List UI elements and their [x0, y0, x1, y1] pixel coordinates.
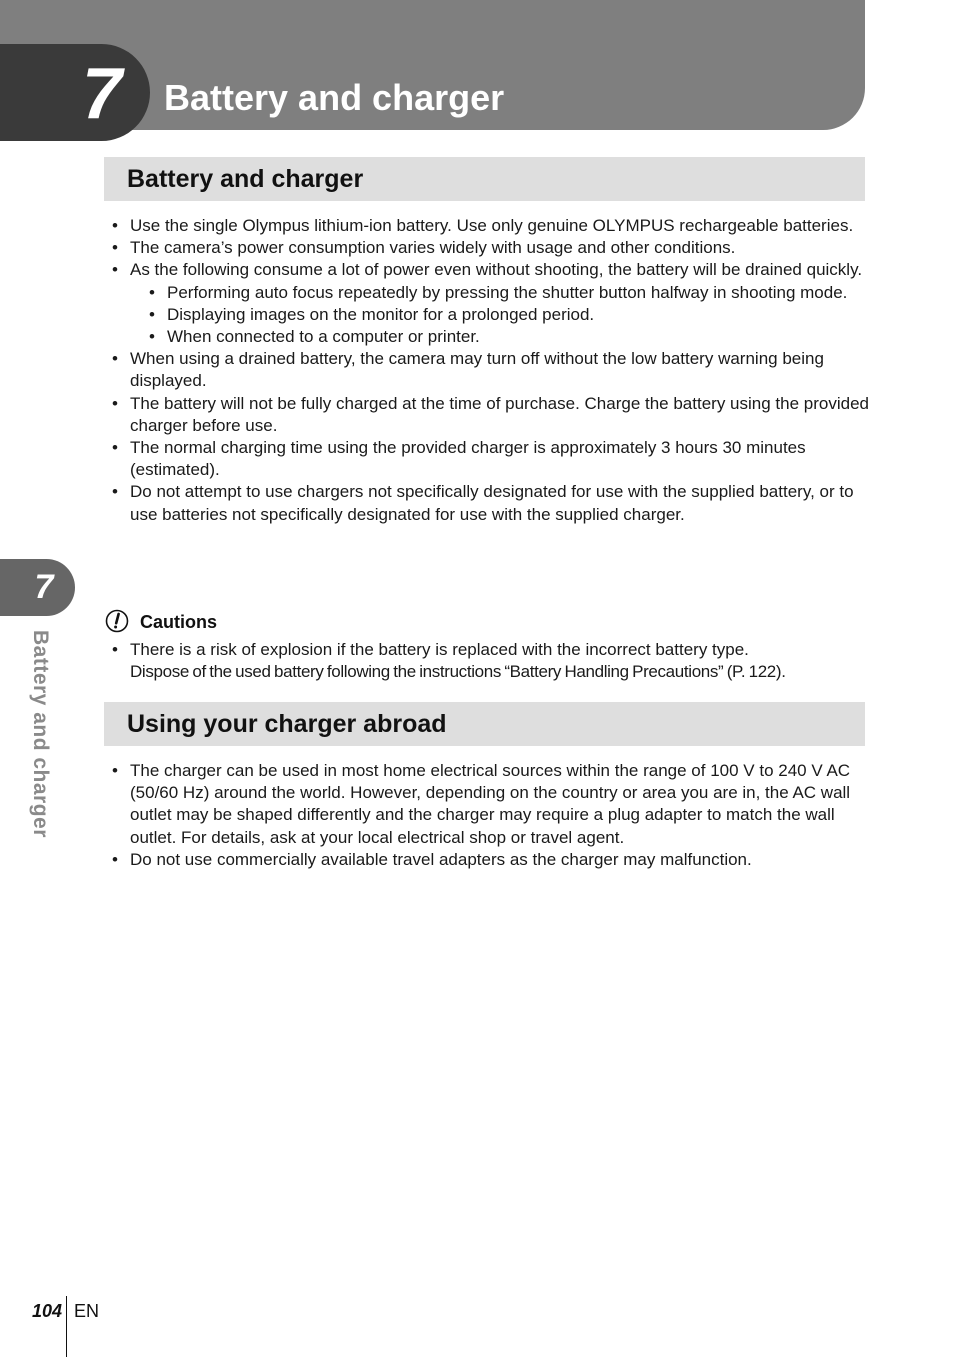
- language-code: EN: [74, 1301, 100, 1321]
- chapter-title: Battery and charger: [164, 77, 505, 118]
- list-item: • When using a drained battery, the camera may turn off without the low battery warning being displayed.: [104, 348, 869, 392]
- list-item: • The battery will not be fully charged at the time of purchase. Charge the battery using the provided charger before use.: [104, 393, 869, 437]
- side-tab-number: 7: [34, 568, 54, 606]
- list-item: • Do not use commercially available travel adapters as the charger may malfunction.: [104, 849, 869, 871]
- side-chapter-label: Battery and charger: [29, 630, 52, 838]
- section-heading-abroad: [104, 702, 865, 746]
- sub-list-item: • When connected to a computer or printer.: [104, 326, 869, 348]
- section-heading-battery: [104, 157, 865, 201]
- cautions-label: Cautions: [140, 612, 218, 632]
- caution-line: Dispose of the used battery following the instructions “Battery Handling Precautions” (P. 122).: [130, 662, 786, 682]
- abroad-list: [104, 760, 869, 871]
- list-item: • The charger can be used in most home electrical sources within the range of 100 V to 240 V AC (50/60 Hz) around the world. However, depending on the country or area you are in, the AC wall outlet may be shaped differently and the charger may require a plug adapter to match the wall outlet. For details, ask at your local electrical shop or travel agent.: [104, 760, 869, 849]
- section-heading-text: Battery and charger: [127, 165, 364, 193]
- caution-item: [104, 639, 869, 683]
- caution-icon: [105, 609, 129, 633]
- battery-list: [104, 215, 869, 526]
- list-item: • The normal charging time using the provided charger is approximately 3 hours 30 minutes (estimated).: [104, 437, 869, 481]
- list-item: • Do not attempt to use chargers not specifically designated for use with the supplied battery, or to use batteries not specifically designated for use with the supplied charger.: [104, 481, 869, 525]
- sub-list-item: • Displaying images on the monitor for a prolonged period.: [104, 304, 869, 326]
- list-item: • The camera’s power consumption varies widely with usage and other conditions.: [104, 237, 869, 259]
- list-item: • As the following consume a lot of power even without shooting, the battery will be drained quickly.: [104, 259, 869, 281]
- list-item: • Use the single Olympus lithium-ion battery. Use only genuine OLYMPUS rechargeable batteries.: [104, 215, 869, 237]
- footer-divider: [66, 1296, 67, 1357]
- sub-list-item: • Performing auto focus repeatedly by pressing the shutter button halfway in shooting mode.: [104, 282, 869, 304]
- page-number: 104: [32, 1301, 63, 1321]
- cautions-list: [104, 639, 869, 683]
- caution-line: There is a risk of explosion if the battery is replaced with the incorrect battery type.: [130, 640, 749, 659]
- section-heading-text: Using your charger abroad: [127, 710, 447, 738]
- chapter-number: 7: [81, 54, 123, 134]
